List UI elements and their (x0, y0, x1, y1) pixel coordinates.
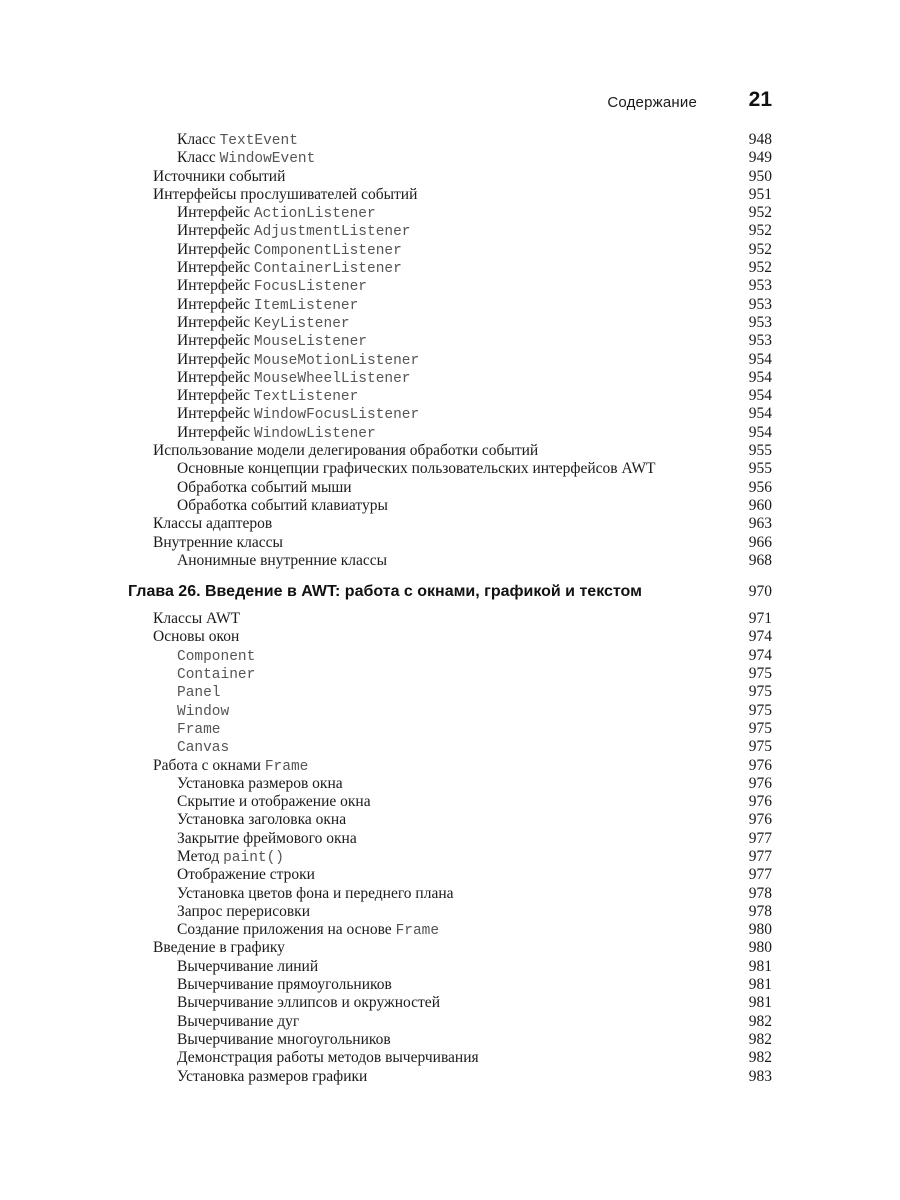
toc-entry-title (153, 628, 239, 646)
entry-code: WindowFocusListener (253, 407, 420, 424)
toc-entry-title (177, 387, 358, 406)
entry-text: Анонимные внутренние классы (177, 551, 388, 569)
toc-entry-page-number: 956 (748, 478, 772, 496)
entry-prefix: Класс (177, 149, 220, 167)
toc-entry-title (177, 903, 310, 921)
toc-entry[interactable] (0, 866, 900, 884)
toc-entry-title (153, 515, 272, 533)
toc-entry[interactable] (0, 1031, 900, 1049)
toc-entry[interactable] (0, 424, 900, 442)
toc-entry[interactable] (0, 314, 900, 332)
toc-entry[interactable] (0, 515, 900, 533)
entry-text: Классы адаптеров (153, 515, 273, 533)
entry-prefix: Интерфейс (177, 332, 254, 350)
toc-entry-title (177, 277, 367, 296)
toc-entry[interactable] (0, 885, 900, 903)
entry-code: Container (177, 667, 256, 684)
toc-entry[interactable] (0, 1013, 900, 1031)
toc-entry-page-number: 953 (748, 277, 772, 295)
toc-entry[interactable] (0, 775, 900, 793)
entry-text: Вычерчивание многоугольников (177, 1030, 391, 1048)
toc-entry-page-number: 971 (748, 610, 772, 628)
toc-entry[interactable] (0, 848, 900, 866)
entry-text: Обработка событий мыши (177, 478, 352, 496)
entry-code: paint() (223, 849, 285, 866)
entry-code: AdjustmentListener (253, 224, 411, 241)
toc-entry-page-number: 954 (748, 387, 772, 405)
entry-text: Установка размеров графики (177, 1067, 368, 1085)
toc-entry-title (177, 131, 298, 150)
toc-entry-page-number: 954 (748, 405, 772, 423)
toc-entry-title (177, 1068, 367, 1086)
entry-text: Вычерчивание эллипсов и окружностей (177, 994, 440, 1012)
toc-entry[interactable] (0, 976, 900, 994)
toc-entry-title (177, 702, 229, 721)
toc-entry-page-number: 981 (748, 957, 772, 975)
toc-entry-page-number: 982 (748, 1012, 772, 1030)
toc-entry-page-number: 954 (748, 350, 772, 368)
toc-entry-title (177, 683, 221, 702)
toc-entry[interactable] (0, 277, 900, 295)
entry-text: Интерфейсы прослушивателей событий (153, 185, 418, 203)
toc-entry[interactable] (0, 497, 900, 515)
entry-prefix: Интерфейс (177, 350, 254, 368)
toc-entry-page-number: 952 (748, 240, 772, 258)
toc-entry-page-number: 953 (748, 313, 772, 331)
entry-code: MouseMotionListener (253, 352, 420, 369)
entry-code: Component (177, 648, 256, 665)
toc-entry-title (177, 351, 419, 370)
toc-entry[interactable] (0, 369, 900, 387)
entry-code: TextEvent (219, 133, 298, 149)
toc-entry-title (177, 552, 387, 570)
toc-entry-title (177, 332, 367, 351)
toc-entry[interactable] (0, 332, 900, 350)
toc-entry[interactable] (0, 811, 900, 829)
toc-entry[interactable] (0, 610, 900, 628)
entry-prefix: Интерфейс (177, 240, 254, 258)
toc-entry-page-number: 976 (748, 793, 772, 811)
toc-entry-page-number: 982 (748, 1049, 772, 1067)
toc-entry-page-number: 955 (748, 460, 772, 478)
toc-entry-page-number: 948 (748, 131, 772, 148)
toc-entry-title (177, 994, 440, 1012)
toc-entry-page-number: 981 (748, 976, 772, 994)
entry-prefix: Интерфейс (177, 277, 254, 295)
toc-entry[interactable] (0, 1049, 900, 1067)
toc-entry-title (177, 830, 357, 848)
toc-entry-page-number: 975 (748, 738, 772, 756)
entry-text: Отображение строки (177, 866, 315, 884)
running-title: Содержание (607, 94, 697, 111)
toc-entry-page-number: 976 (748, 756, 772, 774)
toc-entry[interactable] (0, 903, 900, 921)
toc-entry[interactable] (0, 683, 900, 701)
toc-entry[interactable] (0, 720, 900, 738)
toc-entry-page-number: 974 (748, 646, 772, 664)
entry-text: Основные концепции графических пользовательских интерфейсов AWT (177, 460, 656, 478)
toc-entry-title (177, 222, 411, 241)
entry-text: Запрос перерисовки (177, 902, 310, 920)
entry-code: Frame (264, 758, 309, 775)
toc-entry-page-number: 951 (748, 185, 772, 203)
toc-entry[interactable] (0, 552, 900, 570)
toc-entry-title (177, 848, 284, 867)
toc-entry-title (177, 793, 371, 811)
toc-entry-title (177, 314, 350, 333)
toc-entry[interactable] (0, 149, 900, 167)
toc-entry-title (153, 168, 285, 186)
entry-text: Внутренние классы (153, 533, 283, 551)
toc-entry[interactable] (0, 994, 900, 1012)
toc-entry[interactable] (0, 702, 900, 720)
toc-entry[interactable] (0, 168, 900, 186)
toc-entry-title (177, 1013, 299, 1031)
toc-entry[interactable] (0, 665, 900, 683)
toc-entry-page-number: 953 (748, 332, 772, 350)
toc-entry-page-number: 953 (748, 295, 772, 313)
toc-entry-page-number: 949 (748, 149, 772, 167)
toc-entry-page-number: 974 (748, 628, 772, 646)
entry-code: KeyListener (253, 315, 350, 332)
toc-entry-title (177, 497, 388, 515)
toc-entry-title (153, 939, 285, 957)
toc-entry[interactable] (0, 351, 900, 369)
entry-code: FocusListener (253, 279, 367, 296)
toc-entry-page-number: 983 (748, 1067, 772, 1085)
entry-prefix: Интерфейс (177, 295, 254, 313)
entry-prefix: Класс (177, 131, 220, 148)
toc-entry-title (153, 534, 283, 552)
page-number: 21 (748, 88, 772, 111)
toc-entry[interactable] (0, 939, 900, 957)
entry-prefix: Работа с окнами (153, 756, 265, 774)
toc-entry-title (177, 720, 221, 739)
toc-entry-page-number: 975 (748, 719, 772, 737)
toc-entry-title (177, 259, 402, 278)
toc-entry-page-number: 975 (748, 665, 772, 683)
toc-entry-title (177, 149, 315, 168)
entry-prefix: Интерфейс (177, 423, 254, 441)
toc-entry-page-number: 952 (748, 222, 772, 240)
toc-entry-title (177, 369, 411, 388)
toc-entry[interactable] (0, 222, 900, 240)
toc-entry-page-number: 977 (748, 847, 772, 865)
entry-code: WindowListener (253, 425, 376, 442)
toc-entry-title (153, 757, 308, 776)
entry-text: Обработка событий клавиатуры (177, 496, 388, 514)
chapter-page-number: 970 (748, 583, 772, 601)
toc-entry-page-number: 977 (748, 829, 772, 847)
entry-code: ComponentListener (253, 242, 402, 259)
toc-entry-title (177, 976, 392, 994)
toc-entry-page-number: 954 (748, 423, 772, 441)
entry-text: Вычерчивание линий (177, 957, 319, 975)
toc-entry-page-number: 975 (748, 701, 772, 719)
entry-prefix: Создание приложения на основе (177, 921, 396, 939)
toc-entry-page-number: 950 (748, 167, 772, 185)
entry-text: Основы окон (153, 628, 240, 646)
toc-entry-page-number: 981 (748, 994, 772, 1012)
toc-entry[interactable] (0, 647, 900, 665)
toc-entry-title (177, 738, 229, 757)
entry-code: ActionListener (253, 206, 376, 223)
toc-entry-title (153, 186, 417, 204)
entry-code: MouseListener (253, 334, 367, 351)
toc-entry[interactable] (0, 405, 900, 423)
entry-code: ContainerListener (253, 261, 402, 278)
table-of-contents (0, 131, 900, 1086)
toc-entry[interactable] (0, 793, 900, 811)
entry-text: Закрытие фреймового окна (177, 829, 357, 847)
entry-text: Классы AWT (153, 610, 241, 628)
entry-code: Panel (177, 685, 221, 702)
toc-entry[interactable] (0, 628, 900, 646)
entry-code: ItemListener (253, 297, 359, 314)
entry-prefix: Интерфейс (177, 368, 254, 386)
toc-entry-page-number: 955 (748, 442, 772, 460)
toc-entry[interactable] (0, 259, 900, 277)
toc-section-chapter-25 (0, 131, 900, 570)
toc-entry[interactable] (0, 738, 900, 756)
entry-code: WindowEvent (219, 151, 316, 168)
toc-entry-page-number: 952 (748, 259, 772, 277)
toc-entry-title (177, 885, 454, 903)
entry-prefix: Интерфейс (177, 259, 254, 277)
toc-entry-title (153, 442, 538, 460)
toc-entry-page-number: 982 (748, 1030, 772, 1048)
toc-entry-title (177, 775, 343, 793)
toc-entry-page-number: 954 (748, 368, 772, 386)
entry-prefix: Интерфейс (177, 222, 254, 240)
toc-entry[interactable] (0, 830, 900, 848)
entry-prefix: Интерфейс (177, 204, 254, 222)
toc-entry-title (177, 241, 402, 260)
toc-entry-page-number: 976 (748, 811, 772, 829)
toc-entry[interactable] (0, 296, 900, 314)
entry-prefix: Интерфейс (177, 313, 254, 331)
entry-text: Установка размеров окна (177, 774, 343, 792)
toc-entry[interactable] (0, 204, 900, 222)
entry-text: Демонстрация работы методов вычерчивания (177, 1049, 479, 1067)
entry-code: Frame (177, 721, 221, 738)
toc-entry-title (177, 479, 352, 497)
toc-entry-page-number: 978 (748, 902, 772, 920)
toc-entry-page-number: 976 (748, 774, 772, 792)
toc-entry-title (177, 866, 315, 884)
toc-entry[interactable] (0, 921, 900, 939)
entry-text: Установка заголовка окна (177, 811, 347, 829)
entry-text: Источники событий (153, 167, 286, 185)
entry-prefix: Интерфейс (177, 405, 254, 423)
entry-code: MouseWheelListener (253, 370, 411, 387)
toc-entry-title (153, 610, 240, 628)
toc-entry[interactable] (0, 241, 900, 259)
entry-code: Frame (395, 923, 440, 940)
toc-entry-title (177, 958, 318, 976)
toc-entry[interactable] (0, 460, 900, 478)
toc-entry-title (177, 921, 439, 940)
toc-entry-title (177, 665, 255, 684)
entry-text: Установка цветов фона и переднего плана (177, 884, 454, 902)
toc-entry[interactable] (0, 534, 900, 552)
entry-text: Скрытие и отображение окна (177, 793, 371, 811)
toc-entry-page-number: 980 (748, 939, 772, 957)
entry-code: TextListener (253, 389, 359, 406)
toc-entry-title (177, 1031, 391, 1049)
entry-text: Введение в графику (153, 939, 285, 957)
toc-entry[interactable] (0, 186, 900, 204)
entry-text: Вычерчивание прямоугольников (177, 976, 392, 994)
toc-entry-title (177, 811, 346, 829)
entry-prefix: Метод (177, 847, 224, 865)
toc-entry-page-number: 978 (748, 884, 772, 902)
page-header (0, 88, 900, 118)
toc-entry[interactable] (0, 479, 900, 497)
toc-entry-title (177, 296, 358, 315)
toc-entry-title (177, 204, 376, 223)
entry-code: Canvas (177, 740, 230, 757)
toc-entry[interactable] (0, 131, 900, 149)
toc-entry[interactable] (0, 442, 900, 460)
toc-entry-page-number: 980 (748, 921, 772, 939)
toc-section-chapter-26 (0, 610, 900, 1086)
entry-prefix: Интерфейс (177, 387, 254, 405)
toc-entry-title (177, 1049, 479, 1067)
chapter-title: Глава 26. Введение в AWT: работа с окнами, графикой и текстом (128, 583, 642, 601)
toc-entry[interactable] (0, 757, 900, 775)
toc-entry-page-number: 960 (748, 496, 772, 514)
entry-text: Использование модели делегирования обработки событий (153, 442, 539, 460)
toc-entry[interactable] (0, 1068, 900, 1086)
toc-entry-title (177, 424, 376, 443)
toc-entry-page-number: 963 (748, 515, 772, 533)
toc-entry-page-number: 975 (748, 683, 772, 701)
entry-code: Window (177, 703, 230, 720)
toc-entry-title (177, 405, 419, 424)
toc-entry-page-number: 968 (748, 551, 772, 569)
toc-entry-page-number: 977 (748, 866, 772, 884)
toc-chapter-26[interactable] (0, 580, 900, 604)
toc-entry-title (177, 460, 656, 478)
toc-entry[interactable] (0, 387, 900, 405)
toc-entry-title (177, 647, 255, 666)
toc-entry[interactable] (0, 958, 900, 976)
toc-entry-page-number: 966 (748, 533, 772, 551)
toc-entry-page-number: 952 (748, 204, 772, 222)
entry-text: Вычерчивание дуг (177, 1012, 300, 1030)
